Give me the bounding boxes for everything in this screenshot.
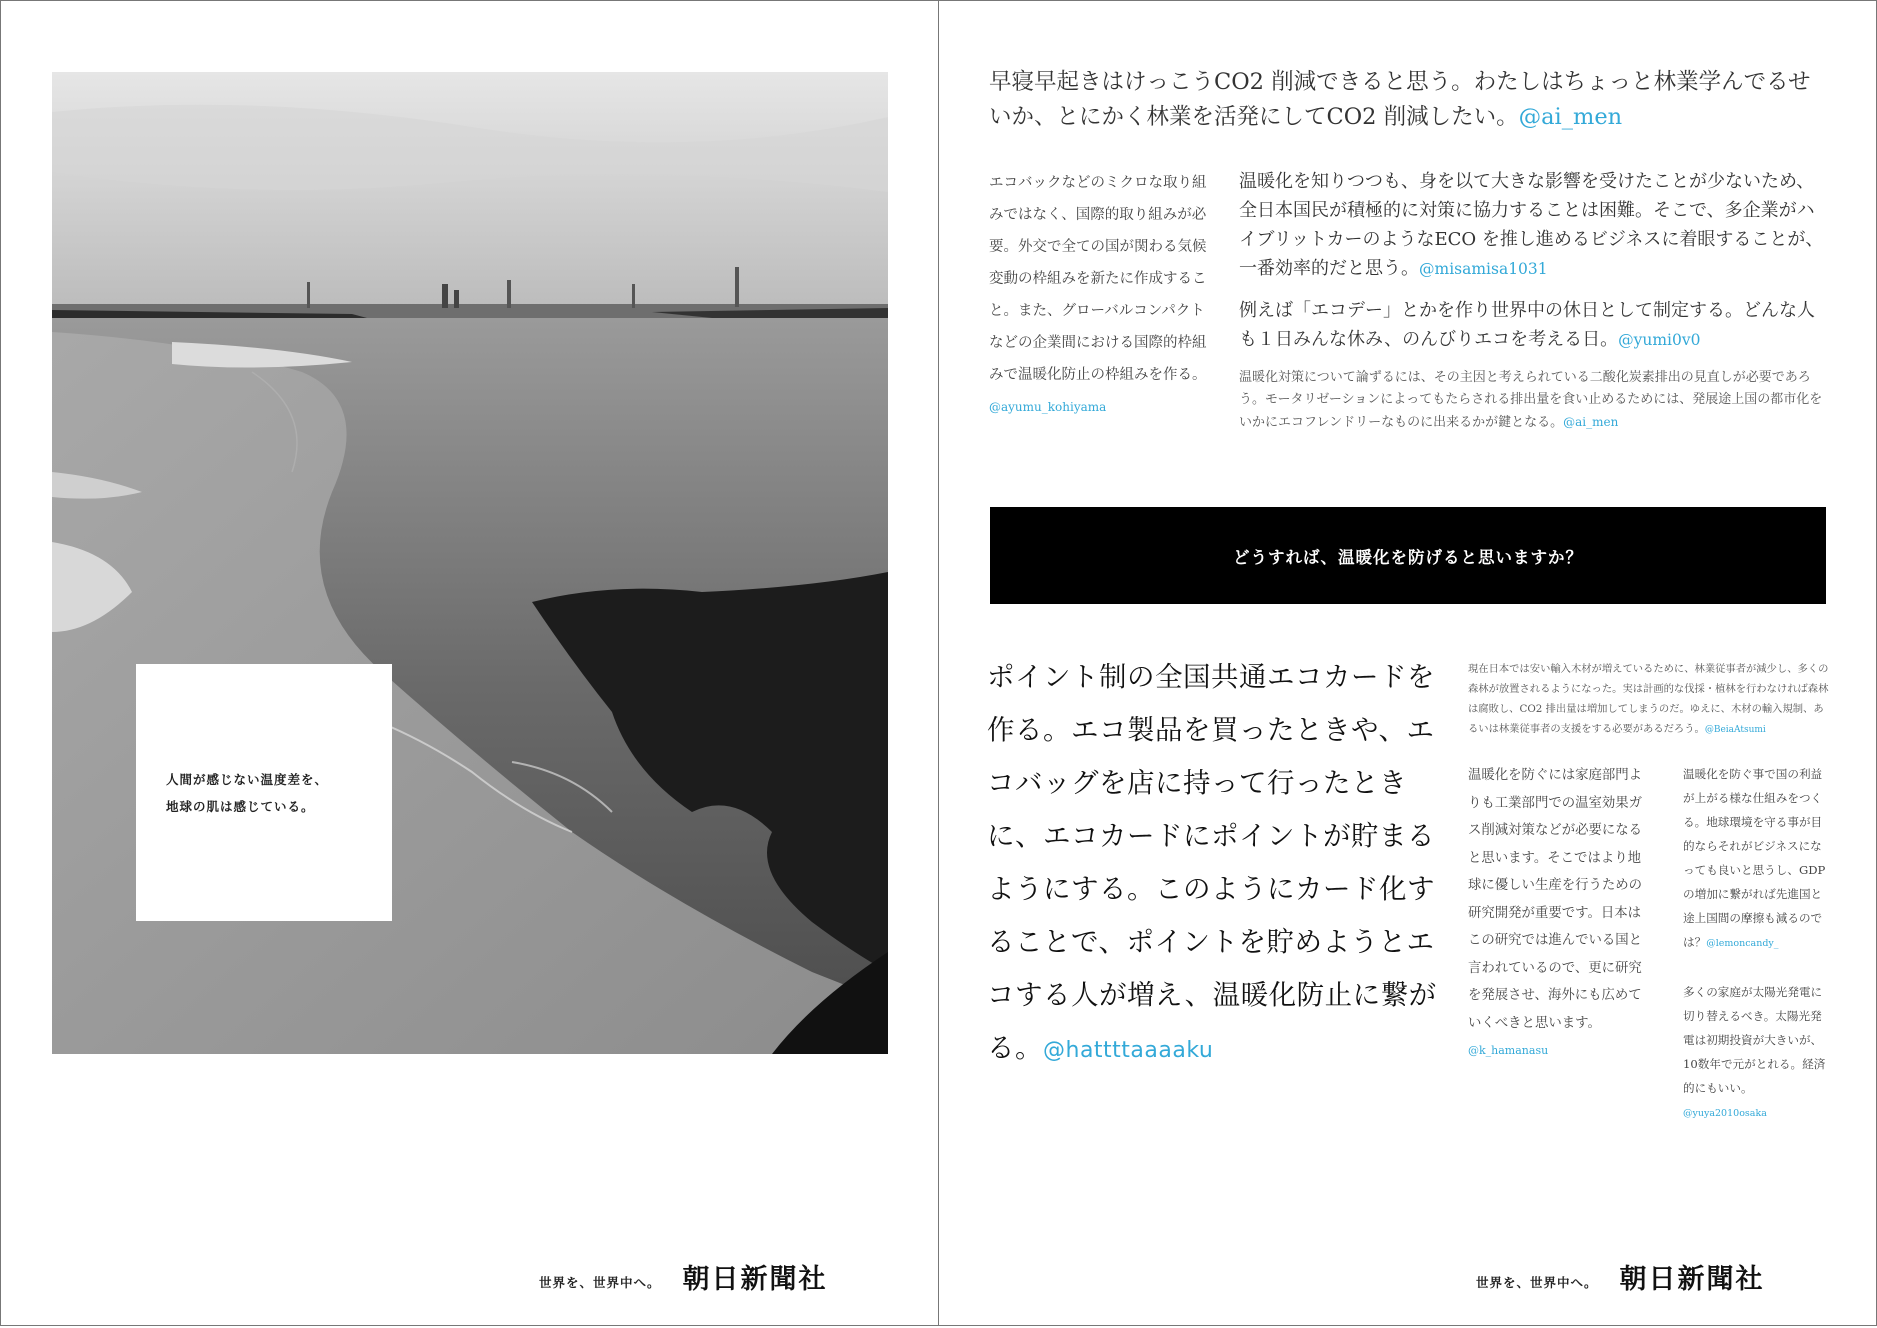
col-d-p1-text: 温暖化を防ぐ事で国の利益が上がる様な仕組みをつくる。地球環境を守る事が目的ならそれがビジネスになっても良いと思うし、GDP の増加に繋がれば先進国と途上国間の摩擦も減るのでは？ <box>1683 767 1826 949</box>
right-footer <box>1476 1257 1765 1296</box>
caption-box <box>136 664 392 921</box>
top-small-text: 現在日本では安い輸入木材が増えているために、林業従事者が減少し、多くの森林が放置されるようになった。実は計画的な伐採・植林を行わなければ森林は腐敗し、CO2 排出量は増加してしまうのだ。ゆえに、木材の輸入規制、あるいは林業従事者の支援をする必要があるだろう。 <box>1468 663 1829 735</box>
question-banner <box>990 507 1826 604</box>
featured-text: ポイント制の全国共通エコカードを作る。エコ製品を買ったときや、エコバッグを店に持って行ったときに、エコカードにポイントが貯まるようにする。このようにカード化することで、ポイントを貯めようとエコする人が増え、温暖化防止に繋がる。 <box>987 661 1437 1064</box>
top-small-handle: @BeiaAtsumi <box>1704 725 1766 735</box>
slogan: 世界を、世界中へ。 <box>539 1275 661 1290</box>
lead-comment <box>989 65 1829 135</box>
comment-p3-handle: @ai_men <box>1563 415 1619 429</box>
col-d-p1 <box>1683 762 1831 956</box>
col-d-p2-text: 多くの家庭が太陽光発電に切り替えるべき。太陽光発電は初期投資が大きいが、10数年で元がとれる。経済的にもいい。 <box>1683 985 1826 1095</box>
comment-p1 <box>1239 167 1829 284</box>
featured-comment <box>987 651 1437 1077</box>
comment-p3 <box>1239 367 1829 434</box>
comment-col-main <box>1239 167 1829 446</box>
question-text: どうすれば、温暖化を防げると思いますか？ <box>1233 547 1583 567</box>
comment-col-c <box>1468 762 1650 1065</box>
caption-line-1: 人間が感じない温度差を、 <box>166 771 329 787</box>
left-page <box>0 0 939 1326</box>
comment-col-d <box>1683 762 1831 1126</box>
col-d-p2-handle: @yuya2010osaka <box>1683 1108 1767 1119</box>
col-small-text: エコバックなどのミクロな取り組みではなく、国際的取り組みが必要。外交で全ての国が関わる気候変動の枠組みを新たに作成すること。また、グローバルコンパクトなどの企業間における国際的枠組みで温暖化防止の枠組みを作る。 <box>989 175 1207 383</box>
brand-logo: 朝日新聞社 <box>682 1264 828 1295</box>
comment-p1-text: 温暖化を知りつつも、身を以て大きな影響を受けたことが少ないため、全日本国民が積極的に対策に協力することは困難。そこで、多企業がハイブリットカーのようなECO を推し進めるビジネスに着眼することが、一番効率的だと思う。 <box>1239 171 1824 279</box>
comment-col-small <box>989 167 1207 423</box>
comment-p2-handle: @yumi0v0 <box>1618 331 1701 349</box>
slogan: 世界を、世界中へ。 <box>1476 1275 1598 1290</box>
comment-p2-text: 例えば「エコデー」とかを作り世界中の休日として制定する。どんな人も１日みんな休み、のんびりエコを考える日。 <box>1239 300 1815 350</box>
comment-top-small <box>1468 659 1830 740</box>
col-d-p1-handle: @lemoncandy_ <box>1706 938 1779 949</box>
river-landscape-photo <box>52 72 888 1054</box>
caption-line-2: 地球の肌は感じている。 <box>166 798 315 814</box>
comment-p3-text: 温暖化対策について論ずるには、その主因と考えられている二酸化炭素排出の見直しが必要であろう。モータリゼーションによってもたらされる排出量を食い止めるためには、発展途上国の都市化をいかにエコフレンドリーなものに出来るかが鍵となる。 <box>1239 370 1823 430</box>
col-small-handle: @ayumu_kohiyama <box>989 400 1107 414</box>
caption-text <box>166 766 328 820</box>
col-c-handle: @k_hamanasu <box>1468 1044 1549 1057</box>
col-c-text: 温暖化を防ぐには家庭部門よりも工業部門での温室効果ガス削減対策などが必要になると思います。そこではより地球に優しい生産を行うための研究開発が重要です。日本はこの研究では進んでいる国と言われているので、更に研究を発展させ、海外にも広めていくべきと思います。 <box>1468 768 1643 1031</box>
featured-handle: @hattttaaaaku <box>1043 1038 1214 1063</box>
right-page <box>938 0 1877 1326</box>
comment-p2 <box>1239 296 1829 355</box>
lead-handle: @ai_men <box>1518 104 1623 130</box>
left-footer <box>539 1257 828 1296</box>
comment-p1-handle: @misamisa1031 <box>1419 260 1548 278</box>
brand-logo: 朝日新聞社 <box>1619 1264 1765 1295</box>
col-d-p2 <box>1683 980 1831 1126</box>
lead-text: 早寝早起きはけっこうCO2 削減できると思う。わたしはちょっと林業学んでるせいか、とにかく林業を活発にしてCO2 削減したい。 <box>989 69 1811 130</box>
